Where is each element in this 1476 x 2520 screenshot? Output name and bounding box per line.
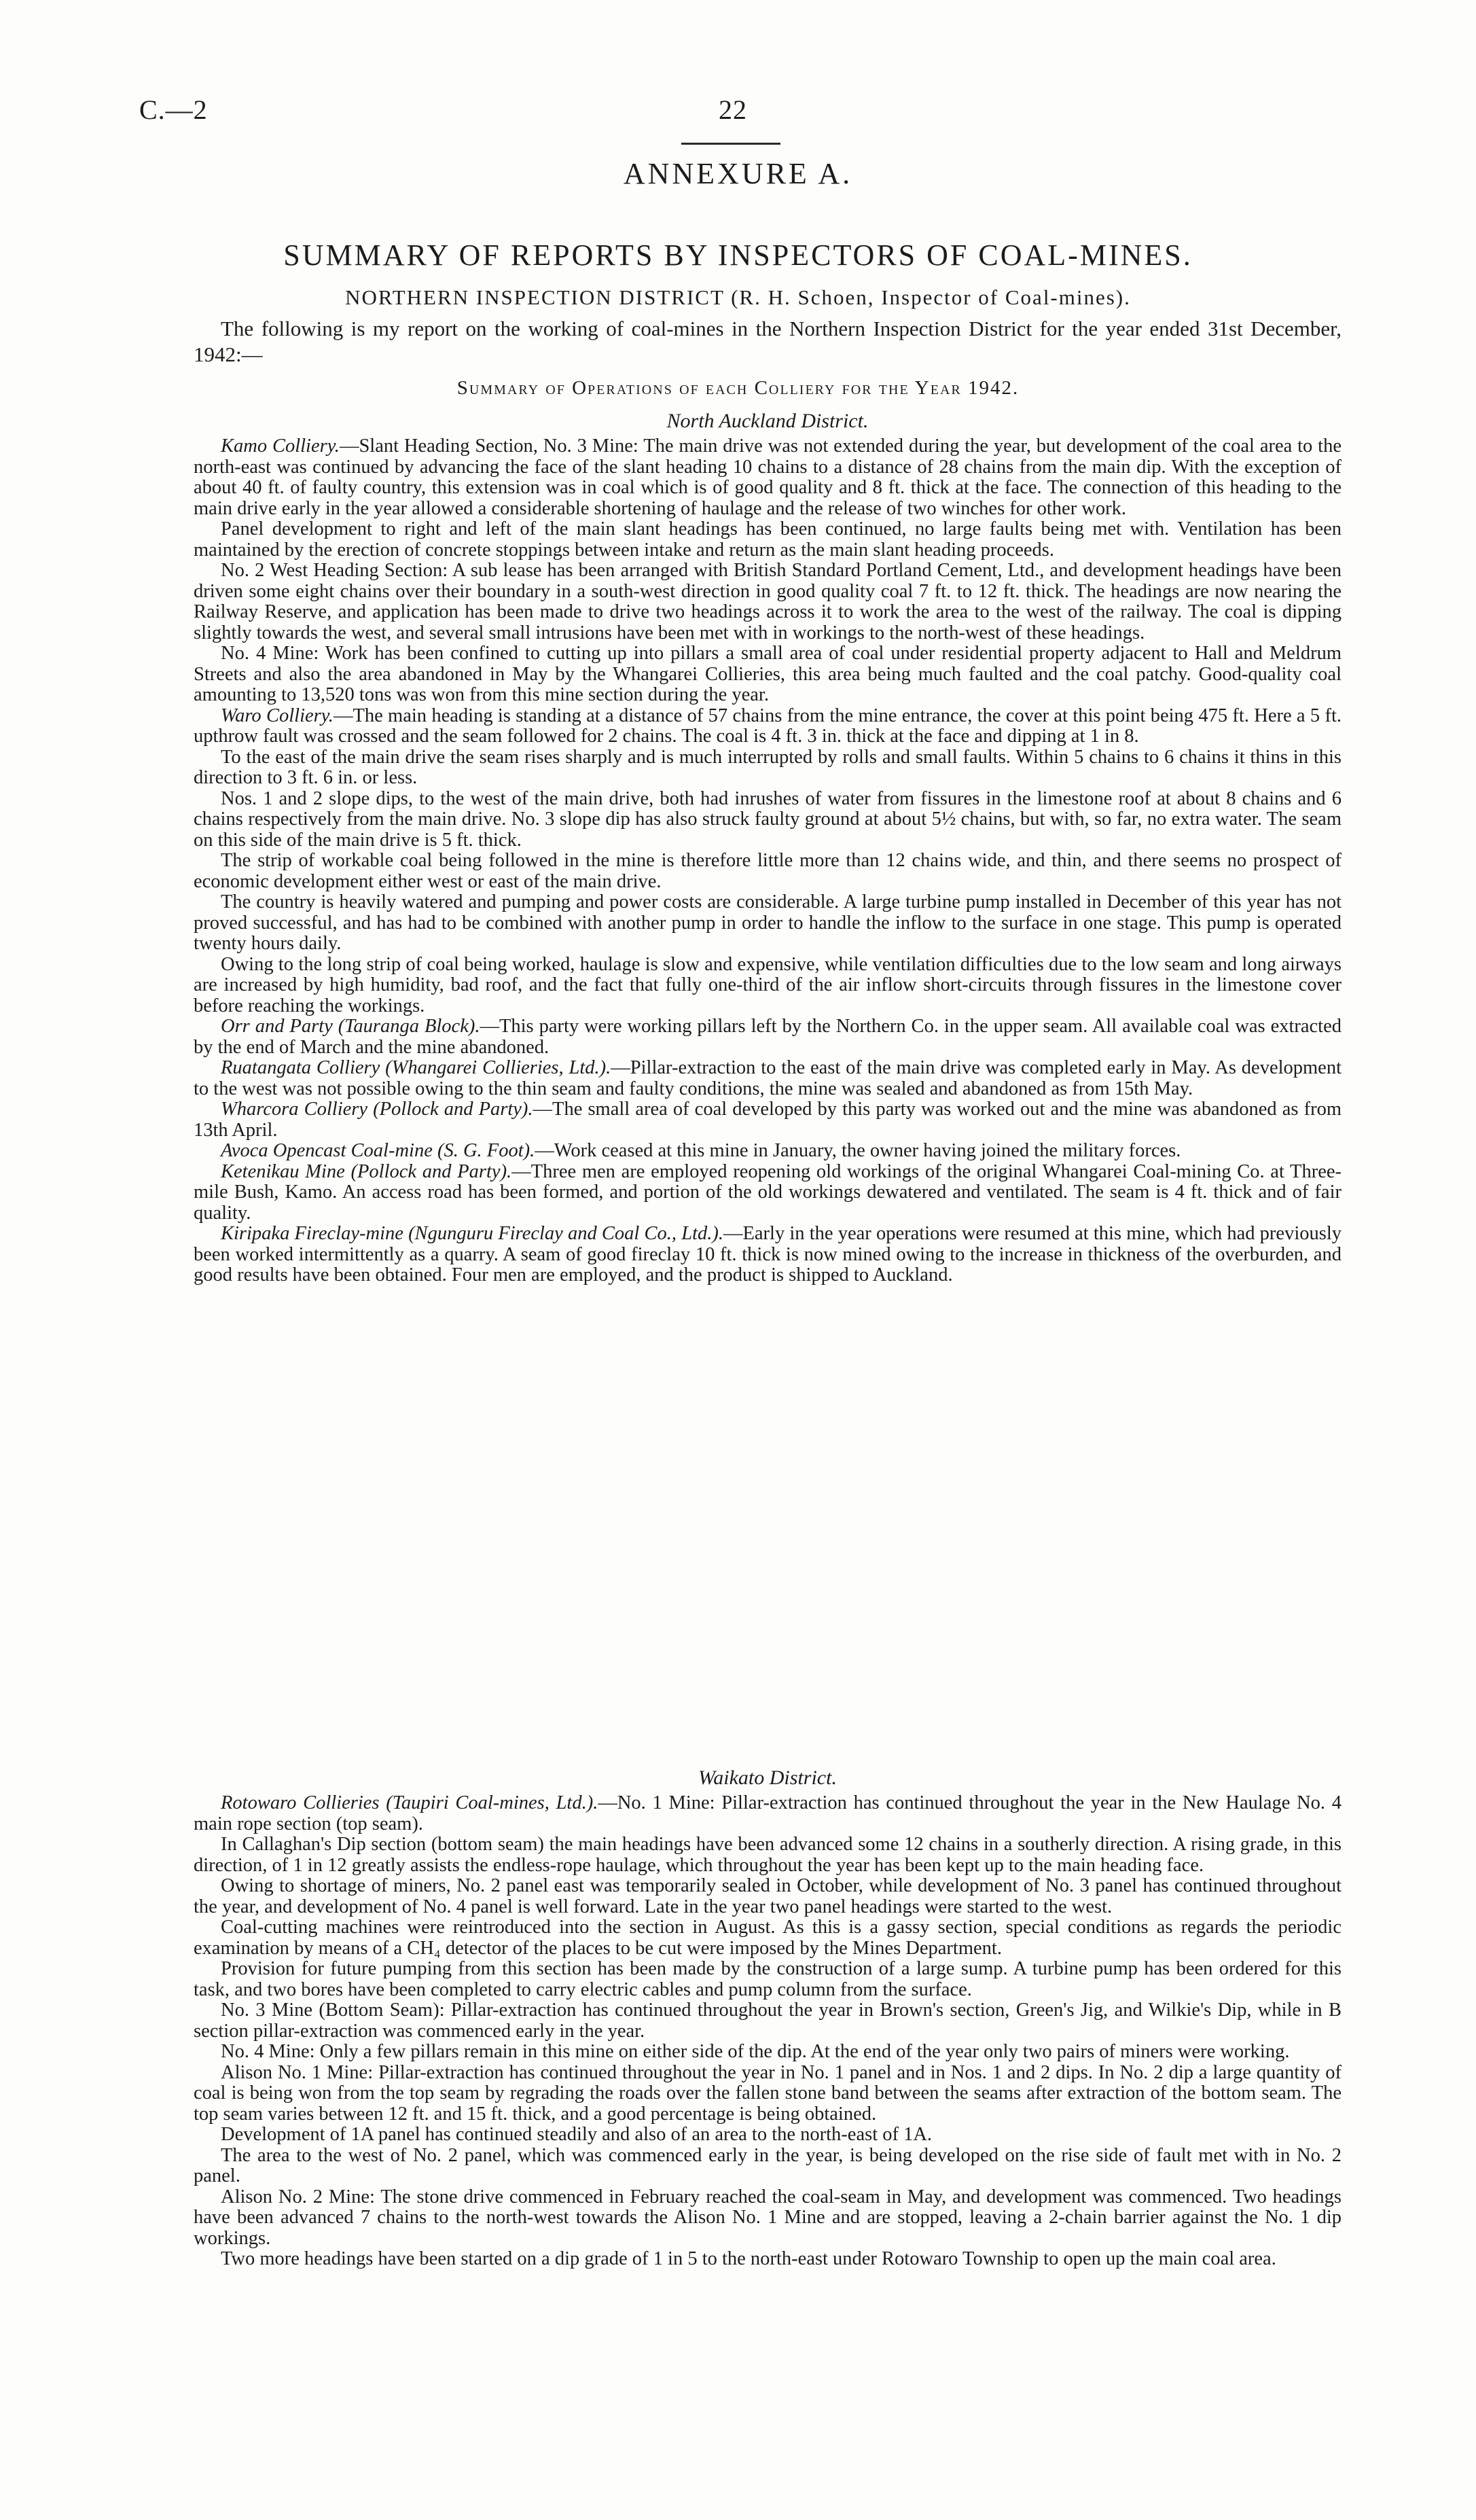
paragraph — [194, 2063, 1342, 2125]
annexure-heading: ANNEXURE A. — [623, 157, 853, 190]
north-auckland-section — [194, 406, 1342, 1286]
paragraph — [194, 2146, 1342, 2187]
colliery-name: Wharcora Colliery (Pollock and Party). — [221, 1099, 533, 1120]
colliery-name: Waro Colliery. — [221, 705, 334, 726]
paragraph — [194, 2125, 1342, 2146]
paragraph-text: Nos. 1 and 2 slope dips, to the west of the main drive, both had inrushes of water from fissures in the limestone roof at about 8 chains and 6 chains respectively from the main drive. No. 3 slope dip has also struck faulty ground at about 5½ chains, but with, so far, no extra water. The seam on this side of the main drive is 5 ft. thick. — [194, 787, 1342, 851]
section-heading: Waikato District. — [698, 1767, 837, 1789]
section-heading: North Auckland District. — [666, 410, 869, 432]
paragraph — [194, 2249, 1342, 2270]
paragraph-text: The area to the west of No. 2 panel, which was commenced early in the year, is being developed on the rise side of fault met with in No. 2 panel. — [194, 2144, 1342, 2186]
paragraph — [194, 1876, 1342, 1917]
paragraph-text: The country is heavily watered and pumping and power costs are considerable. A large turbine pump installed in December of this year has not proved successful, and has had to be combined with another pump in order to handle the inflow to the surface in one stage. This pump is operated twenty hours daily. — [194, 891, 1342, 954]
paragraph-text: —The small area of coal developed by this party was worked out and the mine was abandoned as from 13th April. — [194, 1099, 1342, 1141]
paragraph — [194, 747, 1342, 789]
paragraph — [194, 1016, 1342, 1058]
paragraph-text: No. 2 West Heading Section: A sub lease has been arranged with British Standard Portland Cement, Ltd., and development headings have been driven some eight chains over their boundary in a south-west direction in good quality coal 7 ft. to 12 ft. thick. The headings are now nearing the Railway Reserve, and application has been made to drive two headings across it to work the area to the west of the railway. The coal is dipping slightly towards the west, and several small intrusions have been met with in workings to the north-west of these headings. — [194, 560, 1342, 643]
paragraph-text: Alison No. 2 Mine: The stone drive commenced in February reached the coal-seam in May, and development was commenced. Two headings have been advanced 7 chains to the north-west towards the Alison No. 1 Mine and are stopped, leaving a 2-chain barrier against the No. 1 dip workings. — [194, 2186, 1342, 2249]
paragraph — [194, 561, 1342, 643]
colliery-name: Ketenikau Mine (Pollock and Party). — [221, 1160, 512, 1182]
paragraph-list — [194, 436, 1342, 1286]
paragraph-text: Owing to shortage of miners, No. 2 panel east was temporarily sealed in October, while development of No. 3 panel has continued throughout the year, and development of No. 4 panel is well forward. Late in the year two panel headings were started to the west. — [194, 1875, 1342, 1917]
paragraph-text: —This party were working pillars left by the Northern Co. in the upper seam. All available coal was extracted by the end of March and the mine abandoned. — [194, 1016, 1342, 1058]
paragraph — [194, 643, 1342, 706]
intro-paragraph: The following is my report on the working of coal-mines in the Northern Inspection District for the year ended 31st December, 1942:— — [194, 317, 1342, 366]
paragraph — [194, 1162, 1342, 1224]
paragraph-text: Alison No. 1 Mine: Pillar-extraction has continued throughout the year in No. 1 panel and in Nos. 1 and 2 dips. In No. 2 dip a large quantity of coal is being won from the top seam by regrading the roads over the fallen stone band between the seams after extraction of the bottom seam. The top seam varies between 12 ft. and 15 ft. thick, and a good percentage is being obtained. — [194, 2061, 1342, 2125]
report-code: C.—2 — [139, 94, 208, 125]
paragraph-text: —Work ceased at this mine in January, the owner having joined the military forces. — [535, 1140, 1181, 1161]
paragraph-text: Panel development to right and left of the main slant headings has been continued, no large faults being met with. Ventilation has been maintained by the erection of concrete stoppings between intake and return as the main slant heading proceeds. — [194, 518, 1342, 561]
paragraph — [194, 1917, 1342, 1959]
paragraph-text: Two more headings have been started on a dip grade of 1 in 5 to the north-east under Rotowaro Township to open up the main coal area. — [221, 2248, 1276, 2269]
paragraph — [194, 519, 1342, 561]
paragraph — [194, 436, 1342, 519]
paragraph-text: Provision for future pumping from this section has been made by the construction of a large sump. A turbine pump has been ordered for this task, and two bores have been completed to carry electric cables and pump column from the surface. — [194, 1958, 1342, 2000]
paragraph — [194, 789, 1342, 851]
header-rule — [681, 143, 780, 145]
paragraph — [194, 851, 1342, 892]
colliery-name: Avoca Opencast Coal-mine (S. G. Foot). — [221, 1140, 535, 1161]
colliery-name: Orr and Party (Tauranga Block). — [221, 1016, 480, 1037]
summary-heading: Summary of Operations of each Colliery for the Year 1942. — [456, 377, 1020, 399]
paragraph-text: No. 3 Mine (Bottom Seam): Pillar-extraction has continued throughout the year in Brown's section, Green's Jig, and Wilkie's Dip, while in B section pillar-extraction was commenced early in the year. — [194, 2000, 1342, 2042]
paragraph — [194, 892, 1342, 955]
paragraph-text: —Three men are employed reopening old workings of the original Whangarei Coal-mining Co. at Three-mile Bush, Kamo. An access road has been formed, and portion of the old workings dewatered and ventilated. The seam is 4 ft. thick and of fair quality. — [194, 1160, 1342, 1224]
paragraph-text: No. 4 Mine: Only a few pillars remain in this mine on either side of the dip. At the end of the year only two pairs of miners were working. — [221, 2041, 1290, 2062]
colliery-name: Ruatangata Colliery (Whangarei Collieries, Ltd.). — [221, 1057, 611, 1078]
page-number: 22 — [719, 94, 747, 125]
paragraph-text: In Callaghan's Dip section (bottom seam) the main headings have been advanced some 12 chains in a southerly direction. A rising grade, in this direction, of 1 in 12 greatly assists the endless-rope haulage, which throughout the year has been kept up to the main heading face. — [194, 1834, 1342, 1876]
paragraph — [194, 1141, 1342, 1162]
paragraph-text: Owing to the long strip of coal being worked, haulage is slow and expensive, while ventilation difficulties due to the low seam and long airways are increased by high humidity, bad roof, and the fact that fully one-third of the air inflow short-circuits through fissures in the limestone cover before reaching the workings. — [194, 953, 1342, 1016]
paragraph-text: —Early in the year operations were resumed at this mine, which had previously been worked intermittently as a quarry. A seam of good fireclay 10 ft. thick is now mined owing to the increase in thickness of the overburden, and good results have been obtained. Four men are employed, and the product is shipped to Auckland. — [194, 1223, 1342, 1285]
paragraph-text: Development of 1A panel has continued steadily and also of an area to the north-east of 1A. — [221, 2124, 933, 2145]
colliery-name: Kiripaka Fireclay-mine (Ngunguru Fireclay and Coal Co., Ltd.). — [221, 1223, 723, 1244]
paragraph-text: To the east of the main drive the seam rises sharply and is much interrupted by rolls and small faults. Within 5 chains to 6 chains it thins in this direction to 3 ft. 6 in. or less. — [194, 746, 1342, 788]
paragraph-text: No. 4 Mine: Work has been confined to cutting up into pillars a small area of coal under residential property adjacent to Hall and Meldrum Streets and also the area abandoned in May by the Whangarei Collieries, this area being much faulted and the coal patchy. Good-quality coal amounting to 13,520 tons was won from this mine section during the year. — [194, 643, 1342, 705]
paragraph — [194, 1099, 1342, 1141]
paragraph-text: —The main heading is standing at a distance of 57 chains from the mine entrance, the cover at this point being 475 ft. Here a 5 ft. upthrow fault was crossed and the seam followed for 2 chains. The coal is 4 ft. 3 in. thick at the face and dipping at 1 in 8. — [194, 705, 1342, 747]
paragraph — [194, 2000, 1342, 2042]
paragraph — [194, 1959, 1342, 2000]
paragraph-list — [194, 1793, 1342, 2270]
paragraph — [194, 2042, 1342, 2063]
paragraph — [194, 2187, 1342, 2250]
waikato-section — [194, 1763, 1342, 2270]
paragraph-text: —Pillar-extraction to the east of the main drive was completed early in May. As development to the west was not possible owing to the thin seam and faulty conditions, the mine was sealed and abandoned as from 15th May. — [194, 1057, 1342, 1099]
paragraph-text: The strip of workable coal being followed in the mine is therefore little more than 12 chains wide, and thin, and there seems no prospect of economic development either west or east of the main drive. — [194, 850, 1342, 892]
district-heading: NORTHERN INSPECTION DISTRICT (R. H. Schoen, Inspector of Coal-mines). — [345, 285, 1131, 309]
paragraph — [194, 1224, 1342, 1286]
paragraph — [194, 955, 1342, 1017]
paragraph — [194, 1834, 1342, 1876]
paragraph-text: —No. 1 Mine: Pillar-extraction has continued throughout the year in the New Haulage No. 4 main rope section (top seam). — [194, 1792, 1342, 1834]
colliery-name: Rotowaro Collieries (Taupiri Coal-mines, Ltd.). — [221, 1792, 598, 1813]
paragraph — [194, 1058, 1342, 1099]
paragraph — [194, 1793, 1342, 1834]
paragraph-text: —Slant Heading Section, No. 3 Mine: The main drive was not extended during the year, but development of the coal area to the north-east was continued by advancing the face of the slant heading 10 chains to a distance of 28 chains from the main dip. With the exception of about 40 ft. of faulty country, this extension was in coal which is of good quality and 8 ft. thick at the face. The connection of this heading to the main drive early in the year allowed a considerable shortening of haulage and the release of two winches for other work. — [194, 436, 1342, 519]
colliery-name: Kamo Colliery. — [221, 436, 340, 457]
paragraph-text: Coal-cutting machines were reintroduced into the section in August. As this is a gassy section, special conditions as regards the periodic examination by means of a CH₄ detector of the places to be cut were imposed by the Mines Department. — [194, 1917, 1342, 1959]
paragraph — [194, 706, 1342, 747]
report-title: SUMMARY OF REPORTS BY INSPECTORS OF COAL-MINES. — [283, 238, 1193, 272]
